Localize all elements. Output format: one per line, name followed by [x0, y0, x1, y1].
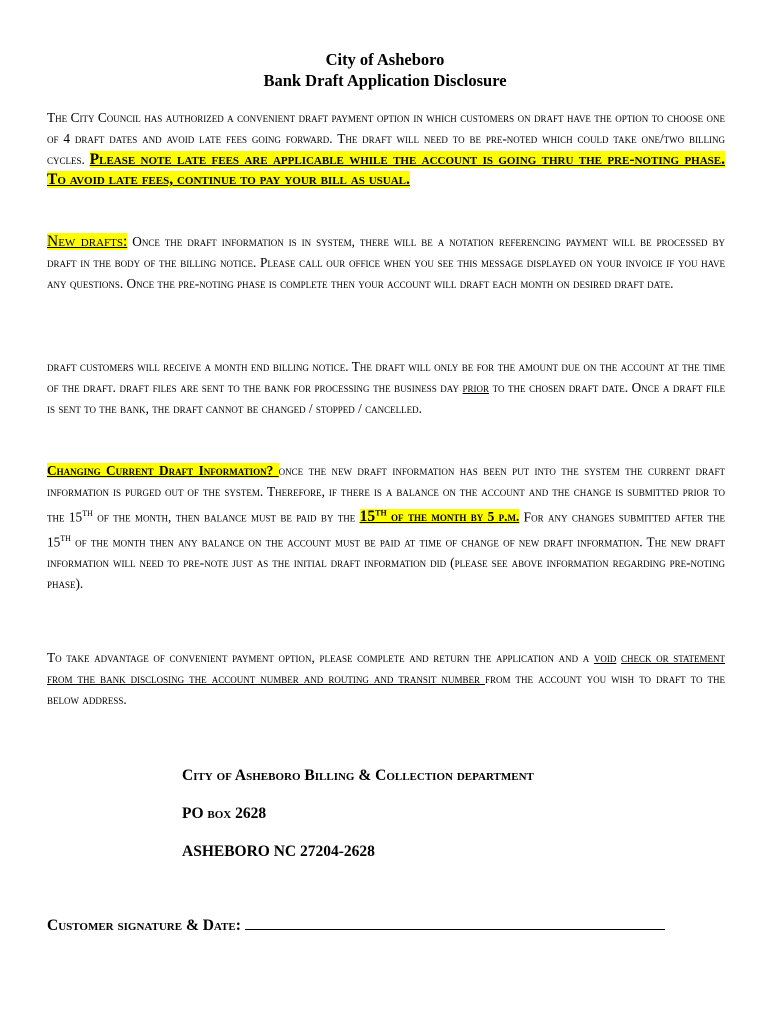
- address-department: City of Asheboro Billing & Collection department: [182, 767, 534, 784]
- changing-text-3: For any changes submitted after the 15: [47, 509, 726, 550]
- document-subtitle: Bank Draft Application Disclosure: [263, 71, 507, 90]
- changing-text-1: once the new draft information has been put into the system the current draft information is purged out of the system. Therefore, if there is a balance on the account and the change is submitted prior to the 15: [47, 463, 725, 525]
- new-drafts-paragraph: [47, 232, 725, 294]
- take-advantage-text-1: To take advantage of convenient payment option, please complete and return the application and a: [47, 650, 594, 665]
- changing-text-2: of the month, then balance must be paid by the: [92, 509, 360, 525]
- changing-text-4: of the month then any balance on the account must be paid at time of change of new draft information. The new draft information will need to pre-note just as the initial draft information did (please see above information regarding pre-noting phase).: [47, 534, 725, 591]
- sup-th-1: th: [82, 506, 93, 519]
- changing-label: Changing Current Draft Information?: [47, 463, 279, 478]
- new-drafts-text: Once the draft information is in system, there will be a notation referencing payment will be processed by draft in the body of the billing notice. Please call our office when you see this message displayed on your invoice if you have any questions. Once the pre-noting phase is complete then your account will draft each month on desired draft date.: [47, 234, 726, 291]
- take-advantage-text-2: from the account you wish to draft to the below address.: [47, 670, 725, 707]
- late-fee-notice: Please note late fees are applicable while the account is going thru the pre-noting phase. To avoid late fees, continue to pay your bill as usual.: [47, 150, 725, 189]
- deadline-highlight: 15th of the month by 5 p.m.: [359, 506, 520, 526]
- signature-row: [47, 914, 665, 935]
- billing-text-2: to the chosen draft date. Once a draft file is sent to the bank, the draft cannot be changed / stopped / cancelled.: [47, 379, 726, 416]
- document-title: City of Asheboro: [325, 50, 445, 69]
- sup-th-2: th: [60, 531, 71, 544]
- new-drafts-label: New drafts:: [47, 233, 128, 250]
- changing-paragraph: [47, 461, 725, 595]
- intro-text: The City Council has authorized a convenient draft payment option in which customers on draft have the option to choose one of 4 draft dates and avoid late fees going forward. The draft will need to be pre-noted which could take one/two billing cycles.: [47, 110, 725, 167]
- signature-label: Customer signature & Date:: [47, 917, 241, 934]
- billing-text-1: draft customers will receive a month end billing notice. The draft will only be for the amount due on the account at the time of the draft. draft files are sent to the bank for processing the business day: [47, 359, 725, 395]
- void-word: void: [593, 650, 617, 665]
- billing-paragraph: [47, 357, 725, 419]
- address-po-box: PO box 2628: [182, 805, 267, 822]
- signature-line[interactable]: [245, 914, 665, 930]
- intro-paragraph: [47, 108, 725, 191]
- address-city-zip: ASHEBORO NC 27204-2628: [182, 843, 375, 860]
- check-statement-text: check or statement from the bank disclosing the account number and routing and transit number: [47, 650, 725, 686]
- take-advantage-paragraph: [47, 648, 725, 710]
- prior-word: prior: [462, 379, 490, 395]
